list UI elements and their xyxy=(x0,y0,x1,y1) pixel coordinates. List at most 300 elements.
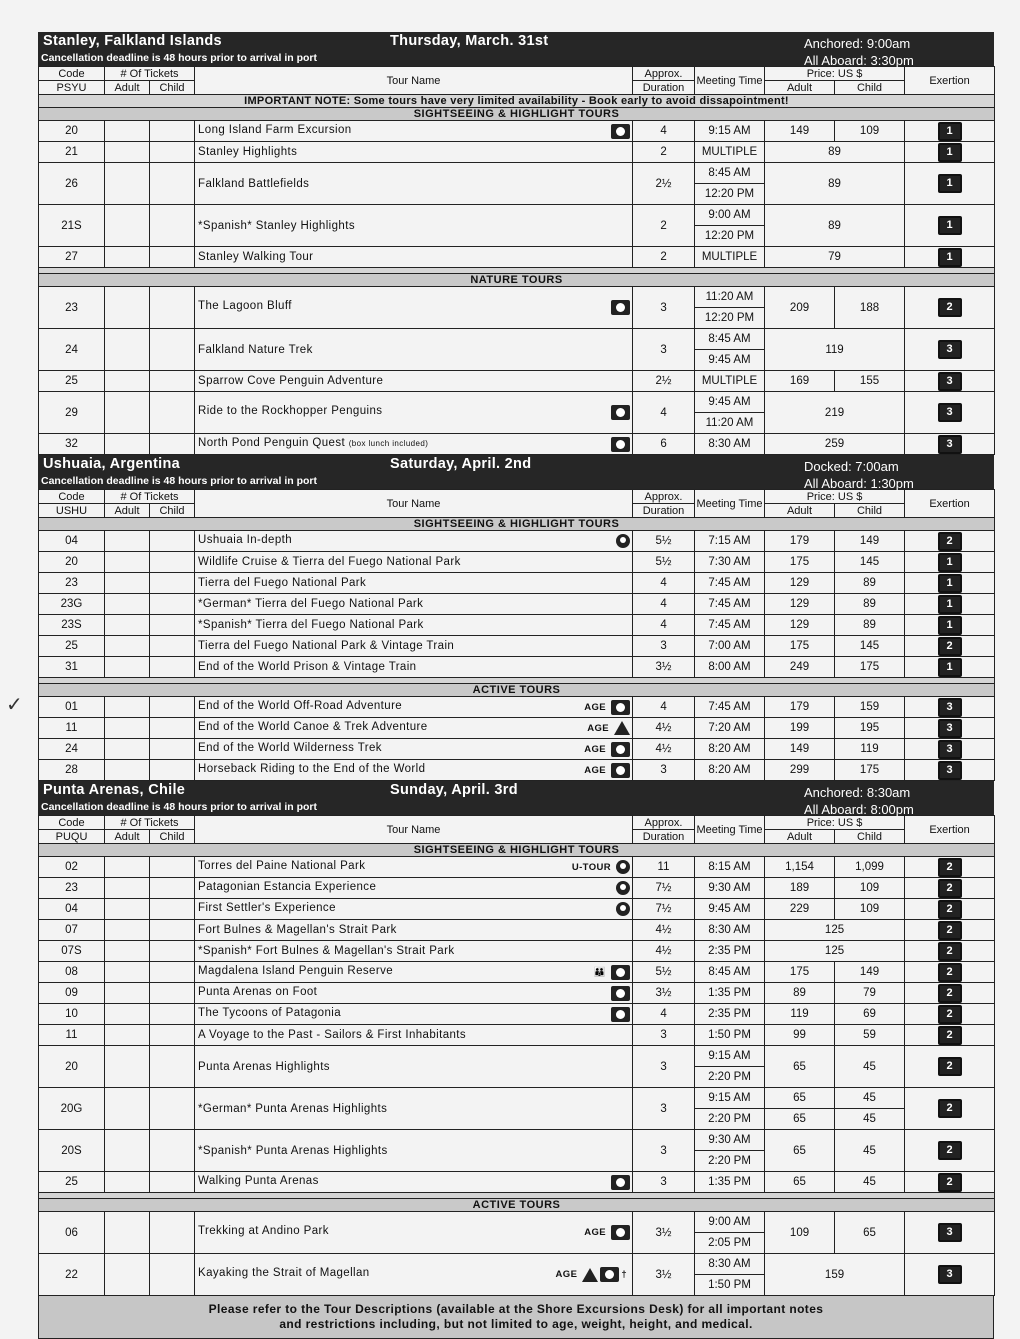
adult-ticket-input[interactable] xyxy=(105,531,150,552)
tour-name: Ride to the Rockhopper Penguins xyxy=(198,405,383,417)
boot-icon xyxy=(611,742,630,757)
exertion-level-badge: 3 xyxy=(938,761,962,780)
tour-duration: 2½ xyxy=(633,371,695,392)
adult-price: 189 xyxy=(765,878,835,899)
tour-duration: 3½ xyxy=(633,983,695,1004)
tour-name: Punta Arenas Highlights xyxy=(198,1060,330,1073)
adult-ticket-input[interactable] xyxy=(105,697,150,718)
food-icon xyxy=(611,700,630,715)
adult-ticket-input[interactable] xyxy=(105,983,150,1004)
exertion-level-badge: 1 xyxy=(938,595,962,614)
tour-code: 28 xyxy=(39,760,105,781)
tour-icons xyxy=(614,534,630,548)
child-price: 45 xyxy=(835,1130,905,1172)
tour-name: Long Island Farm Excursion xyxy=(198,123,352,136)
meeting-time: 11:20 AM xyxy=(695,287,765,308)
child-ticket-input[interactable] xyxy=(150,1046,195,1088)
child-ticket-input[interactable] xyxy=(150,121,195,142)
tour-duration: 2½ xyxy=(633,163,695,205)
adult-ticket-input[interactable] xyxy=(105,857,150,878)
adult-ticket-input[interactable] xyxy=(105,552,150,573)
adult-price: 175 xyxy=(765,552,835,573)
tour-name-cell xyxy=(195,552,633,573)
meeting-time: 7:45 AM xyxy=(695,615,765,636)
tour-name: End of the World Wilderness Trek xyxy=(198,741,382,754)
tour-row xyxy=(39,878,995,899)
child-price: 119 xyxy=(835,739,905,760)
column-header-row xyxy=(39,490,995,504)
tour-icons xyxy=(582,742,630,757)
tour-code: 11 xyxy=(39,718,105,739)
exertion-level-badge: 2 xyxy=(938,858,962,877)
tour-duration: 4½ xyxy=(633,920,695,941)
child-ticket-input[interactable] xyxy=(150,287,195,329)
tour-name: Patagonian Estancia Experience xyxy=(198,881,377,893)
adult-ticket-input[interactable] xyxy=(105,121,150,142)
meeting-time-header: Meeting Time xyxy=(695,816,765,844)
child-ticket-input[interactable] xyxy=(150,899,195,920)
meeting-time: 8:45 AM xyxy=(695,329,765,350)
tour-code: 32 xyxy=(39,434,105,455)
adult-ticket-input[interactable] xyxy=(105,920,150,941)
tour-row xyxy=(39,920,995,941)
tour-name: Kayaking the Strait of Magellan xyxy=(198,1267,370,1279)
exertion-level-badge: 1 xyxy=(938,248,962,267)
adult-price: 65 xyxy=(765,1046,835,1088)
tour-row xyxy=(39,573,995,594)
child-ticket-input[interactable] xyxy=(150,573,195,594)
tour-name: Torres del Paine National Park xyxy=(198,860,366,872)
adult-ticket-input[interactable] xyxy=(105,657,150,678)
adult-ticket-input[interactable] xyxy=(105,205,150,247)
child-ticket-input[interactable] xyxy=(150,657,195,678)
exertion-cell xyxy=(905,142,995,163)
tour-code: 23S xyxy=(39,615,105,636)
child-ticket-input[interactable] xyxy=(150,142,195,163)
child-ticket-input[interactable] xyxy=(150,1212,195,1254)
price-adult-header: Adult xyxy=(765,830,835,844)
food-icon xyxy=(611,1175,630,1190)
meeting-time: 2:35 PM xyxy=(695,1004,765,1025)
tour-icons xyxy=(585,721,630,735)
tour-name-cell xyxy=(195,1004,633,1025)
port-date: Sunday, April. 3rd xyxy=(390,782,518,798)
meeting-time: 2:05 PM xyxy=(695,1233,765,1254)
arrival-time: Docked: 7:00am xyxy=(804,459,899,474)
important-note: IMPORTANT NOTE: Some tours have very limited availability - Book early to avoid dissapointment! xyxy=(39,95,995,108)
tour-row xyxy=(39,636,995,657)
tour-icons xyxy=(609,1007,630,1022)
child-price: 195 xyxy=(835,718,905,739)
flat-price: 259 xyxy=(765,434,905,455)
meeting-time-header: Meeting Time xyxy=(695,67,765,95)
tour-name-cell xyxy=(195,1025,633,1046)
child-ticket-input[interactable] xyxy=(150,1088,195,1130)
tour-row xyxy=(39,163,995,184)
exertion-level-badge: 2 xyxy=(938,298,962,317)
tour-duration: 5½ xyxy=(633,531,695,552)
child-ticket-input[interactable] xyxy=(150,718,195,739)
exertion-level-badge: 2 xyxy=(938,637,962,656)
exertion-level-badge: 1 xyxy=(938,658,962,677)
adult-ticket-input[interactable] xyxy=(105,962,150,983)
tour-name-cell xyxy=(195,1212,633,1254)
child-ticket-input[interactable] xyxy=(150,1172,195,1193)
excursion-sheet xyxy=(38,32,994,1339)
adult-ticket-input[interactable] xyxy=(105,899,150,920)
meeting-time: 7:45 AM xyxy=(695,594,765,615)
tent-icon xyxy=(582,1268,598,1282)
tour-name: *Spanish* Tierra del Fuego National Park xyxy=(198,619,424,631)
section-title-row xyxy=(39,518,995,531)
tour-name: *German* Tierra del Fuego National Park xyxy=(198,598,424,610)
exertion-cell xyxy=(905,615,995,636)
flat-price: 219 xyxy=(765,392,905,434)
child-ticket-input[interactable] xyxy=(150,636,195,657)
adult-ticket-input[interactable] xyxy=(105,1172,150,1193)
section-title-row xyxy=(39,274,995,287)
child-ticket-input[interactable] xyxy=(150,878,195,899)
adult-price: 299 xyxy=(765,760,835,781)
tour-duration: 3½ xyxy=(633,657,695,678)
tour-name-cell xyxy=(195,983,633,1004)
child-ticket-input[interactable] xyxy=(150,594,195,615)
child-ticket-input[interactable] xyxy=(150,371,195,392)
child-ticket-input[interactable] xyxy=(150,739,195,760)
exertion-cell xyxy=(905,657,995,678)
child-price: 155 xyxy=(835,371,905,392)
adult-ticket-input[interactable] xyxy=(105,287,150,329)
exertion-cell xyxy=(905,983,995,1004)
adult-ticket-input[interactable] xyxy=(105,371,150,392)
exertion-cell xyxy=(905,697,995,718)
footer-line-1: Please refer to the Tour Descriptions (available at the Shore Excursions Desk) for all important notes xyxy=(208,1302,824,1316)
meeting-time: 8:30 AM xyxy=(695,434,765,455)
age-icon: AGE xyxy=(555,1269,578,1280)
meeting-time: 9:45 AM xyxy=(695,899,765,920)
tour-name: *Spanish* Punta Arenas Highlights xyxy=(198,1144,388,1157)
tour-name: Ushuaia In-depth xyxy=(198,534,293,546)
cancellation-note: Cancellation deadline is 48 hours prior to arrival in port xyxy=(41,52,317,64)
exertion-level-badge: 2 xyxy=(938,1099,962,1118)
exertion-cell xyxy=(905,594,995,615)
exertion-cell xyxy=(905,392,995,434)
adult-ticket-input[interactable] xyxy=(105,142,150,163)
tour-duration: 7½ xyxy=(633,899,695,920)
adult-price: 209 xyxy=(765,287,835,329)
tour-duration: 4 xyxy=(633,392,695,434)
exertion-level-badge: 2 xyxy=(938,1057,962,1076)
meeting-time: 7:45 AM xyxy=(695,697,765,718)
tour-code: 07 xyxy=(39,920,105,941)
adult-price: 65 xyxy=(765,1109,835,1130)
meeting-time: 11:20 AM xyxy=(695,413,765,434)
meeting-time: 9:30 AM xyxy=(695,1130,765,1151)
tour-code: 10 xyxy=(39,1004,105,1025)
child-price: 89 xyxy=(835,594,905,615)
meeting-time: 9:00 AM xyxy=(695,205,765,226)
adult-ticket-input[interactable] xyxy=(105,1046,150,1088)
tour-icons xyxy=(570,860,630,874)
port-header xyxy=(38,455,994,489)
adult-price: 129 xyxy=(765,594,835,615)
adult-price: 149 xyxy=(765,121,835,142)
adult-price: 99 xyxy=(765,1025,835,1046)
food-icon xyxy=(611,1007,630,1022)
exertion-level-badge: 3 xyxy=(938,340,962,359)
child-ticket-input[interactable] xyxy=(150,983,195,1004)
adult-ticket-input[interactable] xyxy=(105,392,150,434)
tour-name-cell xyxy=(195,205,633,247)
tickets-child-header: Child xyxy=(150,81,195,95)
tour-name-cell xyxy=(195,760,633,781)
adult-ticket-input[interactable] xyxy=(105,434,150,455)
price-child-header: Child xyxy=(835,830,905,844)
child-ticket-input[interactable] xyxy=(150,552,195,573)
tour-code: 20G xyxy=(39,1088,105,1130)
flat-price: 89 xyxy=(765,142,905,163)
meeting-time: 8:45 AM xyxy=(695,962,765,983)
exertion-cell xyxy=(905,1212,995,1254)
child-ticket-input[interactable] xyxy=(150,1254,195,1296)
adult-price: 65 xyxy=(765,1172,835,1193)
tour-duration: 3 xyxy=(633,1088,695,1130)
duration-header: Duration xyxy=(633,504,695,518)
exertion-header: Exertion xyxy=(905,67,995,95)
child-price: 79 xyxy=(835,983,905,1004)
exertion-cell xyxy=(905,962,995,983)
tour-row xyxy=(39,1088,995,1109)
tour-name-cell xyxy=(195,657,633,678)
tour-name-header: Tour Name xyxy=(195,67,633,95)
tour-code: 24 xyxy=(39,739,105,760)
tour-name: Tierra del Fuego National Park xyxy=(198,577,367,589)
child-ticket-input[interactable] xyxy=(150,434,195,455)
tour-code: 24 xyxy=(39,329,105,371)
exertion-level-badge: 1 xyxy=(938,174,962,193)
meeting-time: 2:20 PM xyxy=(695,1151,765,1172)
tour-name-cell xyxy=(195,878,633,899)
tour-name: Wildlife Cruise & Tierra del Fuego National Park xyxy=(198,556,461,568)
adult-ticket-input[interactable] xyxy=(105,1254,150,1296)
tickets-adult-header: Adult xyxy=(105,504,150,518)
tour-row xyxy=(39,329,995,350)
tour-name-cell xyxy=(195,899,633,920)
adult-ticket-input[interactable] xyxy=(105,573,150,594)
adult-ticket-input[interactable] xyxy=(105,1130,150,1172)
tour-table xyxy=(38,66,995,455)
meeting-time: 9:00 AM xyxy=(695,1212,765,1233)
exertion-level-badge: 2 xyxy=(938,1005,962,1024)
adult-price: 65 xyxy=(765,1088,835,1109)
child-price: 159 xyxy=(835,697,905,718)
tour-duration: 3 xyxy=(633,1025,695,1046)
child-price: 149 xyxy=(835,531,905,552)
tour-code: 06 xyxy=(39,1212,105,1254)
tour-duration: 5½ xyxy=(633,552,695,573)
tour-name-cell xyxy=(195,1130,633,1172)
child-ticket-input[interactable] xyxy=(150,920,195,941)
tour-duration: 4 xyxy=(633,615,695,636)
arrival-time: Anchored: 9:00am xyxy=(804,36,911,51)
adult-price: 109 xyxy=(765,1212,835,1254)
meeting-time: 12:20 PM xyxy=(695,308,765,329)
section-title-row xyxy=(39,844,995,857)
meeting-time: 8:30 AM xyxy=(695,1254,765,1275)
tour-row xyxy=(39,941,995,962)
adult-ticket-input[interactable] xyxy=(105,1088,150,1130)
exertion-level-badge: 2 xyxy=(938,921,962,940)
price-adult-header: Adult xyxy=(765,504,835,518)
adult-ticket-input[interactable] xyxy=(105,1004,150,1025)
tour-code: 11 xyxy=(39,1025,105,1046)
child-price: 1,099 xyxy=(835,857,905,878)
tour-duration: 3 xyxy=(633,1172,695,1193)
meeting-time: 9:15 AM xyxy=(695,121,765,142)
section-title: SIGHTSEEING & HIGHLIGHT TOURS xyxy=(39,844,995,857)
meeting-time: 8:20 AM xyxy=(695,760,765,781)
exertion-level-badge: 2 xyxy=(938,900,962,919)
tour-name: Falkland Nature Trek xyxy=(198,343,313,356)
adult-ticket-input[interactable] xyxy=(105,878,150,899)
tour-duration: 4 xyxy=(633,121,695,142)
price-child-header: Child xyxy=(835,81,905,95)
adult-ticket-input[interactable] xyxy=(105,594,150,615)
meeting-time: MULTIPLE xyxy=(695,142,765,163)
tour-name: Stanley Highlights xyxy=(198,146,298,158)
tour-code: 27 xyxy=(39,247,105,268)
child-ticket-input[interactable] xyxy=(150,962,195,983)
tour-code: 25 xyxy=(39,371,105,392)
child-ticket-input[interactable] xyxy=(150,760,195,781)
adult-ticket-input[interactable] xyxy=(105,636,150,657)
exertion-level-badge: 3 xyxy=(938,1223,962,1242)
tour-name-cell xyxy=(195,1172,633,1193)
child-ticket-input[interactable] xyxy=(150,941,195,962)
meeting-time: 7:00 AM xyxy=(695,636,765,657)
age-icon: AGE xyxy=(584,764,607,776)
exertion-level-badge: 3 xyxy=(938,719,962,738)
child-price: 109 xyxy=(835,899,905,920)
tour-name: Magdalena Island Penguin Reserve xyxy=(198,964,394,977)
meeting-time: 8:45 AM xyxy=(695,163,765,184)
tickets-header: # Of Tickets xyxy=(105,67,195,81)
tour-note: (box lunch included) xyxy=(348,438,429,448)
adult-price: 169 xyxy=(765,371,835,392)
tour-row xyxy=(39,205,995,226)
tour-row xyxy=(39,697,995,718)
tour-code: 01 xyxy=(39,697,105,718)
adult-ticket-input[interactable] xyxy=(105,163,150,205)
tour-row xyxy=(39,552,995,573)
meeting-time: 7:15 AM xyxy=(695,531,765,552)
tour-name: Horseback Riding to the End of the World xyxy=(198,762,426,775)
child-price: 45 xyxy=(835,1172,905,1193)
adult-price: 175 xyxy=(765,636,835,657)
child-ticket-input[interactable] xyxy=(150,392,195,434)
age-icon: AGE xyxy=(584,1227,607,1238)
exertion-header: Exertion xyxy=(905,490,995,518)
adult-price: 175 xyxy=(765,962,835,983)
adult-ticket-input[interactable] xyxy=(105,718,150,739)
child-ticket-input[interactable] xyxy=(150,1025,195,1046)
adult-ticket-input[interactable] xyxy=(105,1025,150,1046)
child-price: 69 xyxy=(835,1004,905,1025)
tour-row xyxy=(39,983,995,1004)
child-ticket-input[interactable] xyxy=(150,1130,195,1172)
adult-ticket-input[interactable] xyxy=(105,247,150,268)
port-code: PUQU xyxy=(39,830,105,844)
adult-price: 129 xyxy=(765,573,835,594)
tour-name-cell xyxy=(195,857,633,878)
tour-name: Stanley Walking Tour xyxy=(198,251,314,263)
tour-name-cell xyxy=(195,739,633,760)
child-ticket-input[interactable] xyxy=(150,531,195,552)
exertion-header: Exertion xyxy=(905,816,995,844)
tent-icon xyxy=(614,721,630,735)
child-ticket-input[interactable] xyxy=(150,205,195,247)
meeting-time: 9:15 AM xyxy=(695,1088,765,1109)
tour-name-cell xyxy=(195,718,633,739)
tour-duration: 4 xyxy=(633,697,695,718)
meal-icon xyxy=(616,902,630,916)
child-ticket-input[interactable] xyxy=(150,697,195,718)
child-ticket-input[interactable] xyxy=(150,857,195,878)
child-ticket-input[interactable] xyxy=(150,329,195,371)
tour-icons xyxy=(614,902,630,916)
adult-ticket-input[interactable] xyxy=(105,1212,150,1254)
tour-duration: 3 xyxy=(633,636,695,657)
tour-code: 20 xyxy=(39,1046,105,1088)
meeting-time: 2:20 PM xyxy=(695,1109,765,1130)
adult-ticket-input[interactable] xyxy=(105,615,150,636)
exertion-level-badge: 1 xyxy=(938,143,962,162)
child-ticket-input[interactable] xyxy=(150,247,195,268)
meeting-time: 9:45 AM xyxy=(695,350,765,371)
tour-icons xyxy=(609,124,630,139)
meeting-time-header: Meeting Time xyxy=(695,490,765,518)
tour-name-header: Tour Name xyxy=(195,816,633,844)
adult-ticket-input[interactable] xyxy=(105,329,150,371)
child-ticket-input[interactable] xyxy=(150,615,195,636)
meeting-time: 7:45 AM xyxy=(695,573,765,594)
code-header: Code xyxy=(39,816,105,830)
section-title-row xyxy=(39,108,995,121)
tour-name: Sparrow Cove Penguin Adventure xyxy=(198,375,384,387)
child-ticket-input[interactable] xyxy=(150,1004,195,1025)
adult-ticket-input[interactable] xyxy=(105,760,150,781)
adult-ticket-input[interactable] xyxy=(105,739,150,760)
exertion-cell xyxy=(905,1172,995,1193)
tour-row xyxy=(39,857,995,878)
tour-code: 25 xyxy=(39,636,105,657)
tour-name-header: Tour Name xyxy=(195,490,633,518)
tour-code: 07S xyxy=(39,941,105,962)
exertion-cell xyxy=(905,1046,995,1088)
tour-duration: 3 xyxy=(633,1130,695,1172)
exertion-cell xyxy=(905,287,995,329)
adult-ticket-input[interactable] xyxy=(105,941,150,962)
meeting-time: 2:35 PM xyxy=(695,941,765,962)
adult-price: 249 xyxy=(765,657,835,678)
child-price: 109 xyxy=(835,121,905,142)
child-ticket-input[interactable] xyxy=(150,163,195,205)
exertion-level-badge: 1 xyxy=(938,553,962,572)
tour-duration: 7½ xyxy=(633,878,695,899)
section-title-row xyxy=(39,1199,995,1212)
tour-name-cell xyxy=(195,121,633,142)
exertion-level-badge: 3 xyxy=(938,740,962,759)
